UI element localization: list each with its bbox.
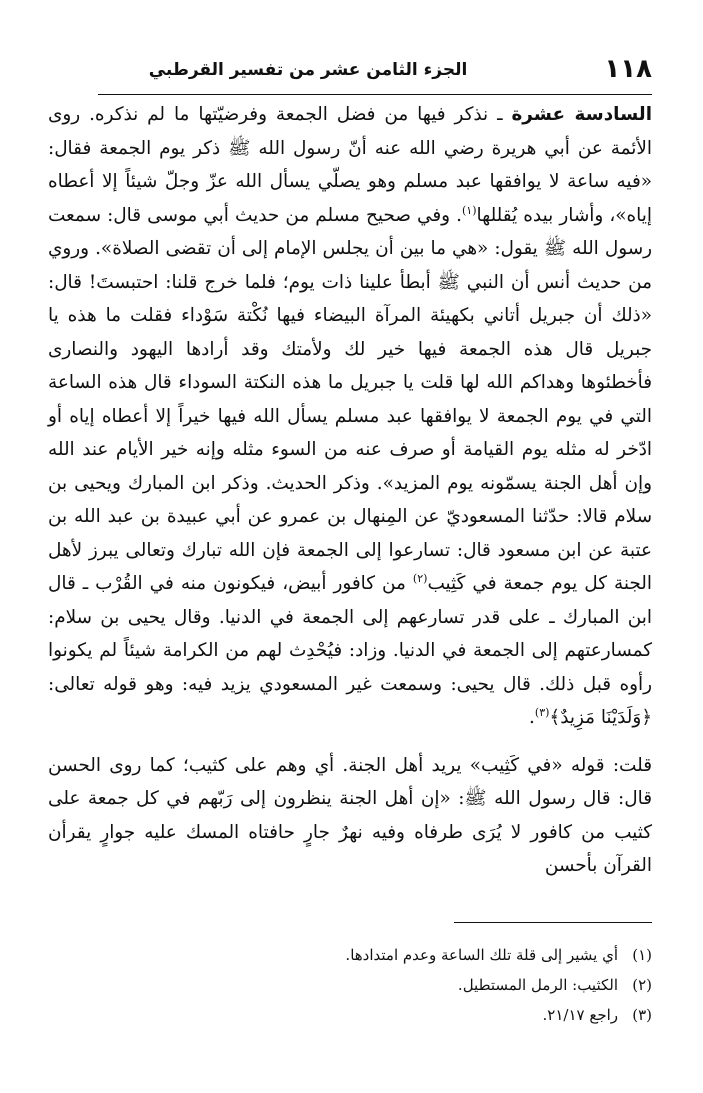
paragraph-1 (48, 98, 652, 735)
footnote-text: راجع ٢١/١٧. (542, 1006, 618, 1024)
main-text (48, 98, 652, 883)
paragraph-text: ـ نذكر فيها من فضل الجمعة وفرضيّتها ما لم نذكره. روى الأئمة عن أبي هريرة رضي الله عنه أنّ رسول الله ﷺ ذكر يوم الجمعة فقال: «فيه ساعة لا يوافقها عبد مسلم وهو يصلّي يسأل الله عزّ وجلّ شيئاً إلا أعطاه إياه»، وأشار بيده يُقللها (48, 104, 652, 226)
page-header (98, 50, 652, 95)
footnote-text: أي يشير إلى قلة تلك الساعة وعدم امتدادها. (345, 946, 618, 964)
paragraph-2 (48, 749, 652, 883)
footnote-ref-2: (٢) (412, 571, 428, 585)
running-title: الجزء الثامن عشر من تفسير القرطبي (148, 60, 468, 80)
footnote (200, 1000, 652, 1030)
footnote-text: الكثيب: الرمل المستطيل. (457, 976, 618, 994)
paragraph-2-text: قلت: قوله «في كَثِيب» يريد أهل الجنة. أي وهم على كثيب؛ كما روى الحسن قال: قال رسول الله ﷺ: «إن أهل الجنة ينظرون إلى رَبّهم في كل جمعة على كثيب من كافور لا يُرَى طرفاه وفيه نهرٌ جارٍ حافتاه المسك عليه جوارٍ يقرأن القرآن بأحسن (48, 754, 652, 876)
paragraph-text-2: . وفي صحيح مسلم من حديث أبي موسى قال: سمعت رسول الله ﷺ يقول: «هي ما بين أن يجلس الإمام إلى أن تقضى الصلاة». وروي من حديث أنس أن النبي ﷺ أبطأ علينا ذات يوم؛ فلما خرج قلنا: احتبستَ! قال: «ذلك أن جبريل أتاني بكهيئة المرآة البيضاء فيها نُكْتة سَوْداء فقلت ما هذه يا جبريل قال هذه الجمعة فيها خير لك ولأمتك وقد أرادها اليهود والنصارى فأخطئوها وهداكم الله لها قلت يا جبريل ما هذه النكتة السوداء قال هذه الساعة التي في يوم الجمعة لا يوافقها عبد مسلم يسأل الله فيها خيراً إلا أعطاه إياه أو ادّخر له مثله يوم القيامة أو صرف عنه من السوء مثله وإنه خير الأيام عند الله وإن أهل الجنة يسمّونه يوم المزيد». وذكر الحديث. وذكر ابن المبارك ويحيى بن سلام قالا: حدّثنا المسعوديّ عن المِنهال بن عمرو عن أبي عبيدة بن عبد الله بن عتبة عن ابن مسعود قال: تسارعوا إلى الجمعة فإن الله تبارك وتعالى يبرز لأهل الجنة كل يوم جمعة في كَثِيب (48, 204, 652, 594)
section-heading: السادسة عشرة (511, 104, 653, 125)
footnote-ref-1: (١) (461, 203, 477, 217)
footnote (200, 970, 652, 1000)
footnote-number: (٢) (632, 976, 652, 994)
paragraph-end: . (529, 707, 535, 728)
page-number: ١١٨ (604, 54, 652, 84)
footnote-divider (454, 922, 652, 923)
footnote-number: (١) (632, 946, 652, 964)
footnotes (200, 940, 652, 1030)
footnote (200, 940, 652, 970)
footnote-ref-3: (٣) (534, 705, 550, 719)
footnote-number: (٣) (632, 1006, 652, 1024)
paragraph-text-3: من كافور أبيض، فيكونون منه في القُرْب ـ قال ابن المبارك ـ على قدر تسارعهم إلى الجمعة في الدنيا. وقال يحيى بن سلام: كمسارعتهم إلى الجمعة في الدنيا. وزاد: فيُحْدِث لهم من الكرامة شيئاً لم يكونوا رأوه قبل ذلك. قال يحيى: وسمعت غير المسعودي يزيد فيه: وهو قوله تعالى: ﴿وَلَدَيْنَا مَزِيدٌ﴾ (48, 573, 652, 728)
